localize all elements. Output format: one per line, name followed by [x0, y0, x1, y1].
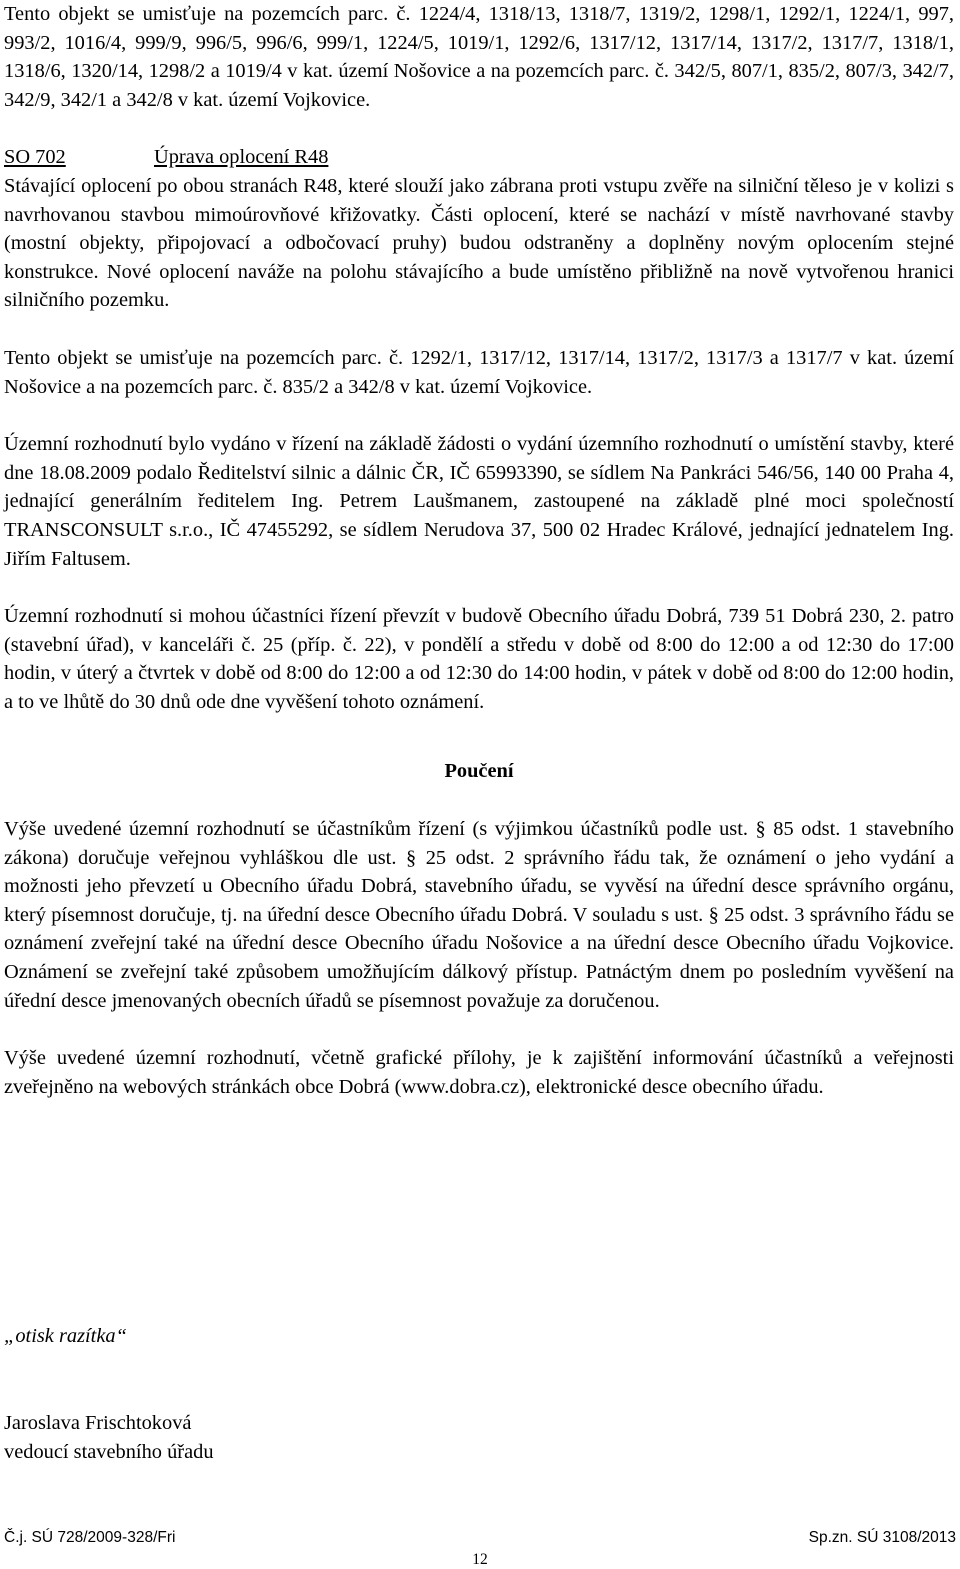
location-paragraph-1: Tento objekt se umisťuje na pozemcích parc. č. 1224/4, 1318/13, 1318/7, 1319/2, 1298/1, 1292/1, 1224/1, 997, 993/2, 1016/4, 999/9, 996/5, 996/6, 999/1, 1224/5, 1019/1, 1292/6, 1317/12, 1317/14, 1317/2, 1317/7, 1318/1, 1318/6, 1320/14, 1298/2 a 1019/4 v kat. území Nošovice a na pozemcích parc. č. 342/5, 807/1, 835/2, 807/3, 342/7, 342/9, 342/1 a 342/8 v kat. území Vojkovice. — [4, 3, 954, 111]
footer-reference-right: Sp.zn. SÚ 3108/2013 — [808, 1529, 956, 1546]
signer-title: vedoucí stavebního úřadu — [4, 1440, 214, 1463]
section-heading-so702 — [4, 143, 954, 172]
section-code: SO 702 — [4, 146, 66, 169]
section-title: Úprava oplocení R48 — [154, 146, 329, 169]
publication-paragraph: Výše uvedené územní rozhodnutí, včetně grafické přílohy, je k zajištění informování účastníků a veřejnosti zveřejněno na webových stránkách obce Dobrá (www.dobra.cz), elektronické desce obecního úřadu. — [4, 1047, 954, 1098]
pickup-paragraph: Územní rozhodnutí si mohou účastníci řízení převzít v budově Obecního úřadu Dobrá, 739 51 Dobrá 230, 2. patro (stavební úřad), v kanceláři č. 25 (příp. č. 22), v pondělí a středu v době od 8:00 do 12:00 a od 12:30 do 17:00 hodin, v úterý a čtvrtek v době od 8:00 do 12:00 a od 12:30 do 14:00 hodin, v pátek v době od 8:00 do 12:00 hodin, a to ve lhůtě do 30 dnů ode dne vyvěšení tohoto oznámení. — [4, 605, 954, 713]
signer-name: Jaroslava Frischtoková — [4, 1412, 192, 1434]
page-number: 12 — [472, 1551, 488, 1568]
location-paragraph-2: Tento objekt se umisťuje na pozemcích parc. č. 1292/1, 1317/12, 1317/14, 1317/2, 1317/3 a 1317/7 v kat. území Nošovice a na pozemcích parc. č. 835/2 a 342/8 v kat. území Vojkovice. — [4, 346, 954, 398]
signature-block — [4, 1409, 214, 1466]
footer-reference-left: Č.j. SÚ 728/2009-328/Fri — [4, 1529, 176, 1546]
instruction-heading: Poučení — [444, 760, 514, 783]
stamp-placeholder: „otisk razítka“ — [4, 1325, 127, 1347]
instruction-paragraph: Výše uvedené územní rozhodnutí se účastníkům řízení (s výjimkou účastníků podle ust. § 85 odst. 1 stavebního zákona) doručuje veřejnou vyhláškou dle ust. § 25 odst. 2 správního řádu tak, že oznámení o jeho vydání a možnosti jeho převzetí u Obecního úřadu Dobrá, stavebního úřadu, se vyvěsí na úřední desce správního orgánu, který písemnost doručuje, tj. na úřední desce Obecního úřadu Dobrá. V souladu s ust. § 25 odst. 3 správního řádu se oznámení zveřejní také na úřední desce Obecního úřadu Nošovice a na úřední desce Obecního úřadu Vojkovice. Oznámení se zveřejní také způsobem umožňujícím dálkový přístup. Patnáctým dnem po posledním vyvěšení na úřední desce jmenovaných obecních úřadů se písemnost považuje za doručenou. — [4, 818, 954, 1012]
section-description: Stávající oplocení po obou stranách R48, které slouží jako zábrana proti vstupu zvěře na silniční těleso je v kolizi s navrhovanou stavbou mimoúrovňové křižovatky. Části oplocení, které se nachází v místě navrhované stavby (mostní objekty, připojovací a odbočovací pruhy) budou odstraněny a doplněny novým oplocením stejné konstrukce. Nové oplocení naváže na polohu stávajícího a bude umístěno přibližně na nově vytvořenou hranici silničního pozemku. — [4, 174, 954, 312]
decision-paragraph: Územní rozhodnutí bylo vydáno v řízení na základě žádosti o vydání územního rozhodnutí o umístění stavby, které dne 18.08.2009 podalo Ředitelství silnic a dálnic ČR, IČ 65993390, se sídlem Na Pankráci 546/56, 140 00 Praha 4, jednající generálním ředitelem Ing. Petrem Laušmanem, zastoupené na základě plné moci společností TRANSCONSULT s.r.o., IČ 47455292, se sídlem Nerudova 37, 500 02 Hradec Králové, jednající jednatelem Ing. Jiřím Faltusem. — [4, 433, 954, 570]
document-page — [4, 0, 954, 1101]
